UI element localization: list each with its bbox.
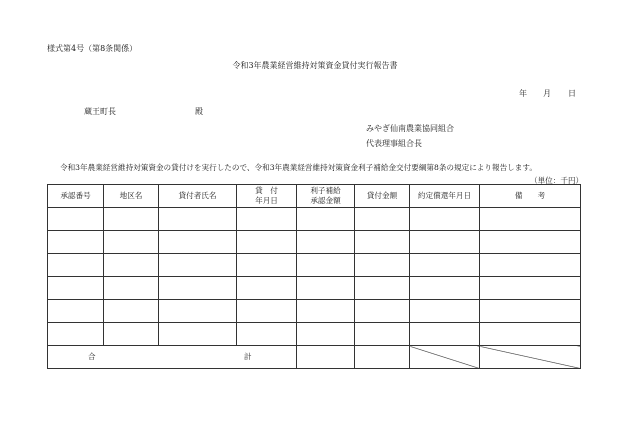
cell-repayment-date[interactable] <box>410 231 480 254</box>
cell-repayment-date[interactable] <box>410 208 480 231</box>
cell-borrower-name[interactable] <box>159 323 237 346</box>
date-year-label: 年 <box>519 89 527 98</box>
sender-organization: みやぎ仙南農業協同組合 <box>366 124 454 133</box>
cell-loan-amount[interactable] <box>355 254 410 277</box>
table-row <box>48 300 581 323</box>
cell-borrower-name[interactable] <box>159 208 237 231</box>
cell-interest-amount[interactable] <box>297 208 355 231</box>
loan-report-table <box>47 184 581 369</box>
total-interest-amount[interactable] <box>297 346 355 369</box>
cell-borrower-name[interactable] <box>159 231 237 254</box>
total-label-cell <box>48 346 297 369</box>
cell-loan-date[interactable] <box>237 300 297 323</box>
header-district: 地区名 <box>104 185 159 208</box>
cell-borrower-name[interactable] <box>159 277 237 300</box>
table-row <box>48 208 581 231</box>
cell-borrower-name[interactable] <box>159 254 237 277</box>
header-loan-amount: 貸付金額 <box>355 185 410 208</box>
cell-district[interactable] <box>104 254 159 277</box>
header-borrower-name: 貸付者氏名 <box>159 185 237 208</box>
cell-loan-date[interactable] <box>237 254 297 277</box>
addressee-honorific: 殿 <box>195 107 203 116</box>
cell-interest-amount[interactable] <box>297 323 355 346</box>
cell-borrower-name[interactable] <box>159 300 237 323</box>
total-row <box>48 346 581 369</box>
cell-repayment-date[interactable] <box>410 277 480 300</box>
header-loan-date-line2: 年月日 <box>255 196 278 205</box>
cell-interest-amount[interactable] <box>297 231 355 254</box>
cell-loan-amount[interactable] <box>355 300 410 323</box>
cell-approval-number[interactable] <box>48 323 104 346</box>
total-remarks-crossed <box>480 346 581 369</box>
cell-approval-number[interactable] <box>48 208 104 231</box>
header-loan-date-line1: 貸 付 <box>255 186 278 195</box>
header-remarks: 備 考 <box>480 185 581 208</box>
cell-approval-number[interactable] <box>48 254 104 277</box>
report-statement: 令和3年農業経営維持対策資金の貸付けを実行したので、令和3年農業経営維持対策資金利子補給金交付要綱第8条の規定により報告します。 <box>60 163 537 172</box>
cell-loan-date[interactable] <box>237 231 297 254</box>
cell-loan-date[interactable] <box>237 208 297 231</box>
header-interest-line1: 利子補給 <box>310 186 341 195</box>
date-day-label: 日 <box>568 89 576 98</box>
table-row <box>48 254 581 277</box>
cell-repayment-date[interactable] <box>410 254 480 277</box>
cell-remarks[interactable] <box>480 231 581 254</box>
cell-district[interactable] <box>104 300 159 323</box>
addressee-mayor: 蔵王町長 <box>84 107 116 116</box>
cell-district[interactable] <box>104 208 159 231</box>
cell-interest-amount[interactable] <box>297 277 355 300</box>
cell-interest-amount[interactable] <box>297 254 355 277</box>
cell-remarks[interactable] <box>480 277 581 300</box>
cell-district[interactable] <box>104 323 159 346</box>
cell-repayment-date[interactable] <box>410 323 480 346</box>
table-row <box>48 323 581 346</box>
header-approval-number: 承認番号 <box>48 185 104 208</box>
total-loan-amount[interactable] <box>355 346 410 369</box>
unit-note: （単位：千円） <box>530 176 584 185</box>
total-repayment-date-crossed <box>410 346 480 369</box>
table-row <box>48 231 581 254</box>
total-label-right: 計 <box>244 352 252 361</box>
cell-loan-amount[interactable] <box>355 323 410 346</box>
table-row <box>48 277 581 300</box>
cell-remarks[interactable] <box>480 300 581 323</box>
date-month-label: 月 <box>543 89 551 98</box>
cell-district[interactable] <box>104 231 159 254</box>
form-number: 様式第4号（第8条関係） <box>47 44 138 53</box>
header-loan-date <box>237 185 297 208</box>
cell-loan-date[interactable] <box>237 277 297 300</box>
table-header-row <box>48 185 581 208</box>
cell-loan-amount[interactable] <box>355 277 410 300</box>
cell-interest-amount[interactable] <box>297 300 355 323</box>
sender-representative: 代表理事組合長 <box>366 139 422 148</box>
cell-district[interactable] <box>104 277 159 300</box>
total-label-left: 合 <box>88 352 96 361</box>
cell-approval-number[interactable] <box>48 231 104 254</box>
cell-approval-number[interactable] <box>48 277 104 300</box>
document-title: 令和3年農業経営維持対策資金貸付実行報告書 <box>232 61 398 70</box>
cell-repayment-date[interactable] <box>410 300 480 323</box>
cell-remarks[interactable] <box>480 254 581 277</box>
cell-loan-amount[interactable] <box>355 208 410 231</box>
header-repayment-date: 約定償還年月日 <box>410 185 480 208</box>
cell-loan-date[interactable] <box>237 323 297 346</box>
header-interest-subsidy <box>297 185 355 208</box>
cell-loan-amount[interactable] <box>355 231 410 254</box>
header-interest-line2: 承認金額 <box>310 196 341 205</box>
cell-remarks[interactable] <box>480 323 581 346</box>
cell-remarks[interactable] <box>480 208 581 231</box>
cell-approval-number[interactable] <box>48 300 104 323</box>
